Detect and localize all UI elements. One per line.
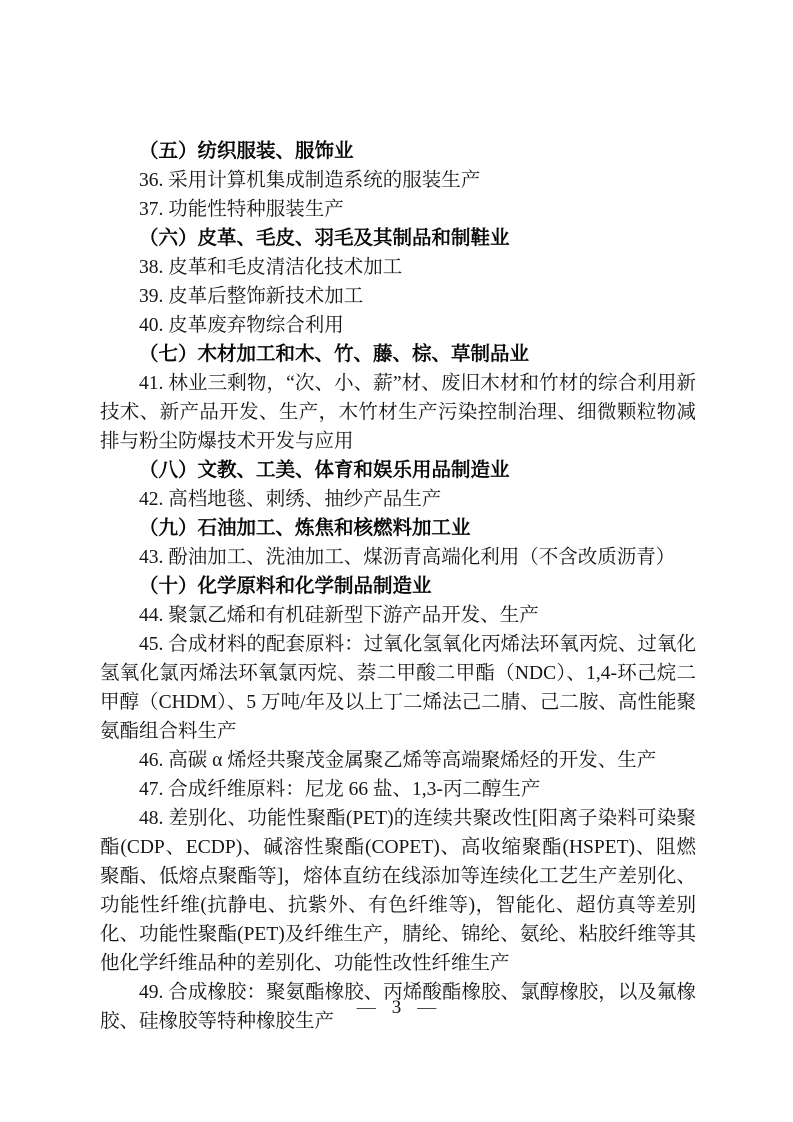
list-item-paragraph: 37. 功能性特种服装生产	[139, 199, 344, 220]
section-heading: （十）化学原料和化学制品制造业	[139, 575, 432, 597]
list-item-paragraph: 40. 皮革废弃物综合利用	[139, 315, 344, 336]
document-body	[100, 137, 696, 1036]
list-item-paragraph: 43. 酚油加工、洗油加工、煤沥青高端化利用（不含改质沥青）	[139, 547, 676, 568]
list-item-paragraph: 47. 合成纤维原料：尼龙 66 盐、1,3-丙二醇生产	[139, 779, 541, 800]
page-number: 3	[391, 997, 402, 1018]
footer-dash-left: —	[356, 997, 376, 1018]
section-heading: （八）文教、工美、体育和娱乐用品制造业	[139, 459, 510, 481]
list-item-paragraph: 49. 合成橡胶：聚氨酯橡胶、丙烯酸酯橡胶、氯醇橡胶，以及氟橡胶、硅橡胶等特种橡胶生产	[100, 982, 696, 1032]
list-item-paragraph: 48. 差别化、功能性聚酯(PET)的连续共聚改性[阳离子染料可染聚酯(CDP、ECDP)、碱溶性聚酯(COPET)、高收缩聚酯(HSPET)、阻燃聚酯、低熔点聚酯等]，熔体直纺在线添加等连续化工艺生产差别化、功能性纤维(抗静电、抗紫外、有色纤维等)，智能化、超仿真等差别化、功能性聚酯(PET)及纤维生产，腈纶、锦纶、氨纶、粘胶纤维等其他化学纤维品种的差别化、功能性改性纤维生产	[100, 808, 696, 974]
section-heading: （六）皮革、毛皮、羽毛及其制品和制鞋业	[139, 227, 510, 249]
list-item-paragraph: 46. 高碳 α 烯烃共聚茂金属聚乙烯等高端聚烯烃的开发、生产	[139, 750, 657, 771]
list-item-paragraph: 41. 林业三剩物，“次、小、薪”材、废旧木材和竹材的综合利用新技术、新产品开发、生产，木竹材生产污染控制治理、细微颗粒物减排与粉尘防爆技术开发与应用	[100, 373, 696, 452]
section-heading: （五）纺织服装、服饰业	[139, 140, 354, 162]
list-item-paragraph: 45. 合成材料的配套原料：过氧化氢氧化丙烯法环氧丙烷、过氧化氢氧化氯丙烯法环氧氯丙烷、萘二甲酸二甲酯（NDC）、1,4-环己烷二甲醇（CHDM）、5 万吨/年及以上丁二烯法己二腈、己二胺、高性能聚氨酯组合料生产	[100, 634, 696, 742]
list-item-paragraph: 36. 采用计算机集成制造系统的服装生产	[139, 170, 481, 191]
list-item-paragraph: 39. 皮革后整饰新技术加工	[139, 286, 364, 307]
footer-dash-right: —	[417, 997, 437, 1018]
page-footer	[0, 996, 793, 1020]
list-item-paragraph: 42. 高档地毯、刺绣、抽纱产品生产	[139, 489, 442, 510]
section-heading: （九）石油加工、炼焦和核燃料加工业	[139, 517, 471, 539]
list-item-paragraph: 44. 聚氯乙烯和有机硅新型下游产品开发、生产	[139, 605, 539, 626]
list-item-paragraph: 38. 皮革和毛皮清洁化技术加工	[139, 257, 403, 278]
section-heading: （七）木材加工和木、竹、藤、棕、草制品业	[139, 343, 530, 365]
